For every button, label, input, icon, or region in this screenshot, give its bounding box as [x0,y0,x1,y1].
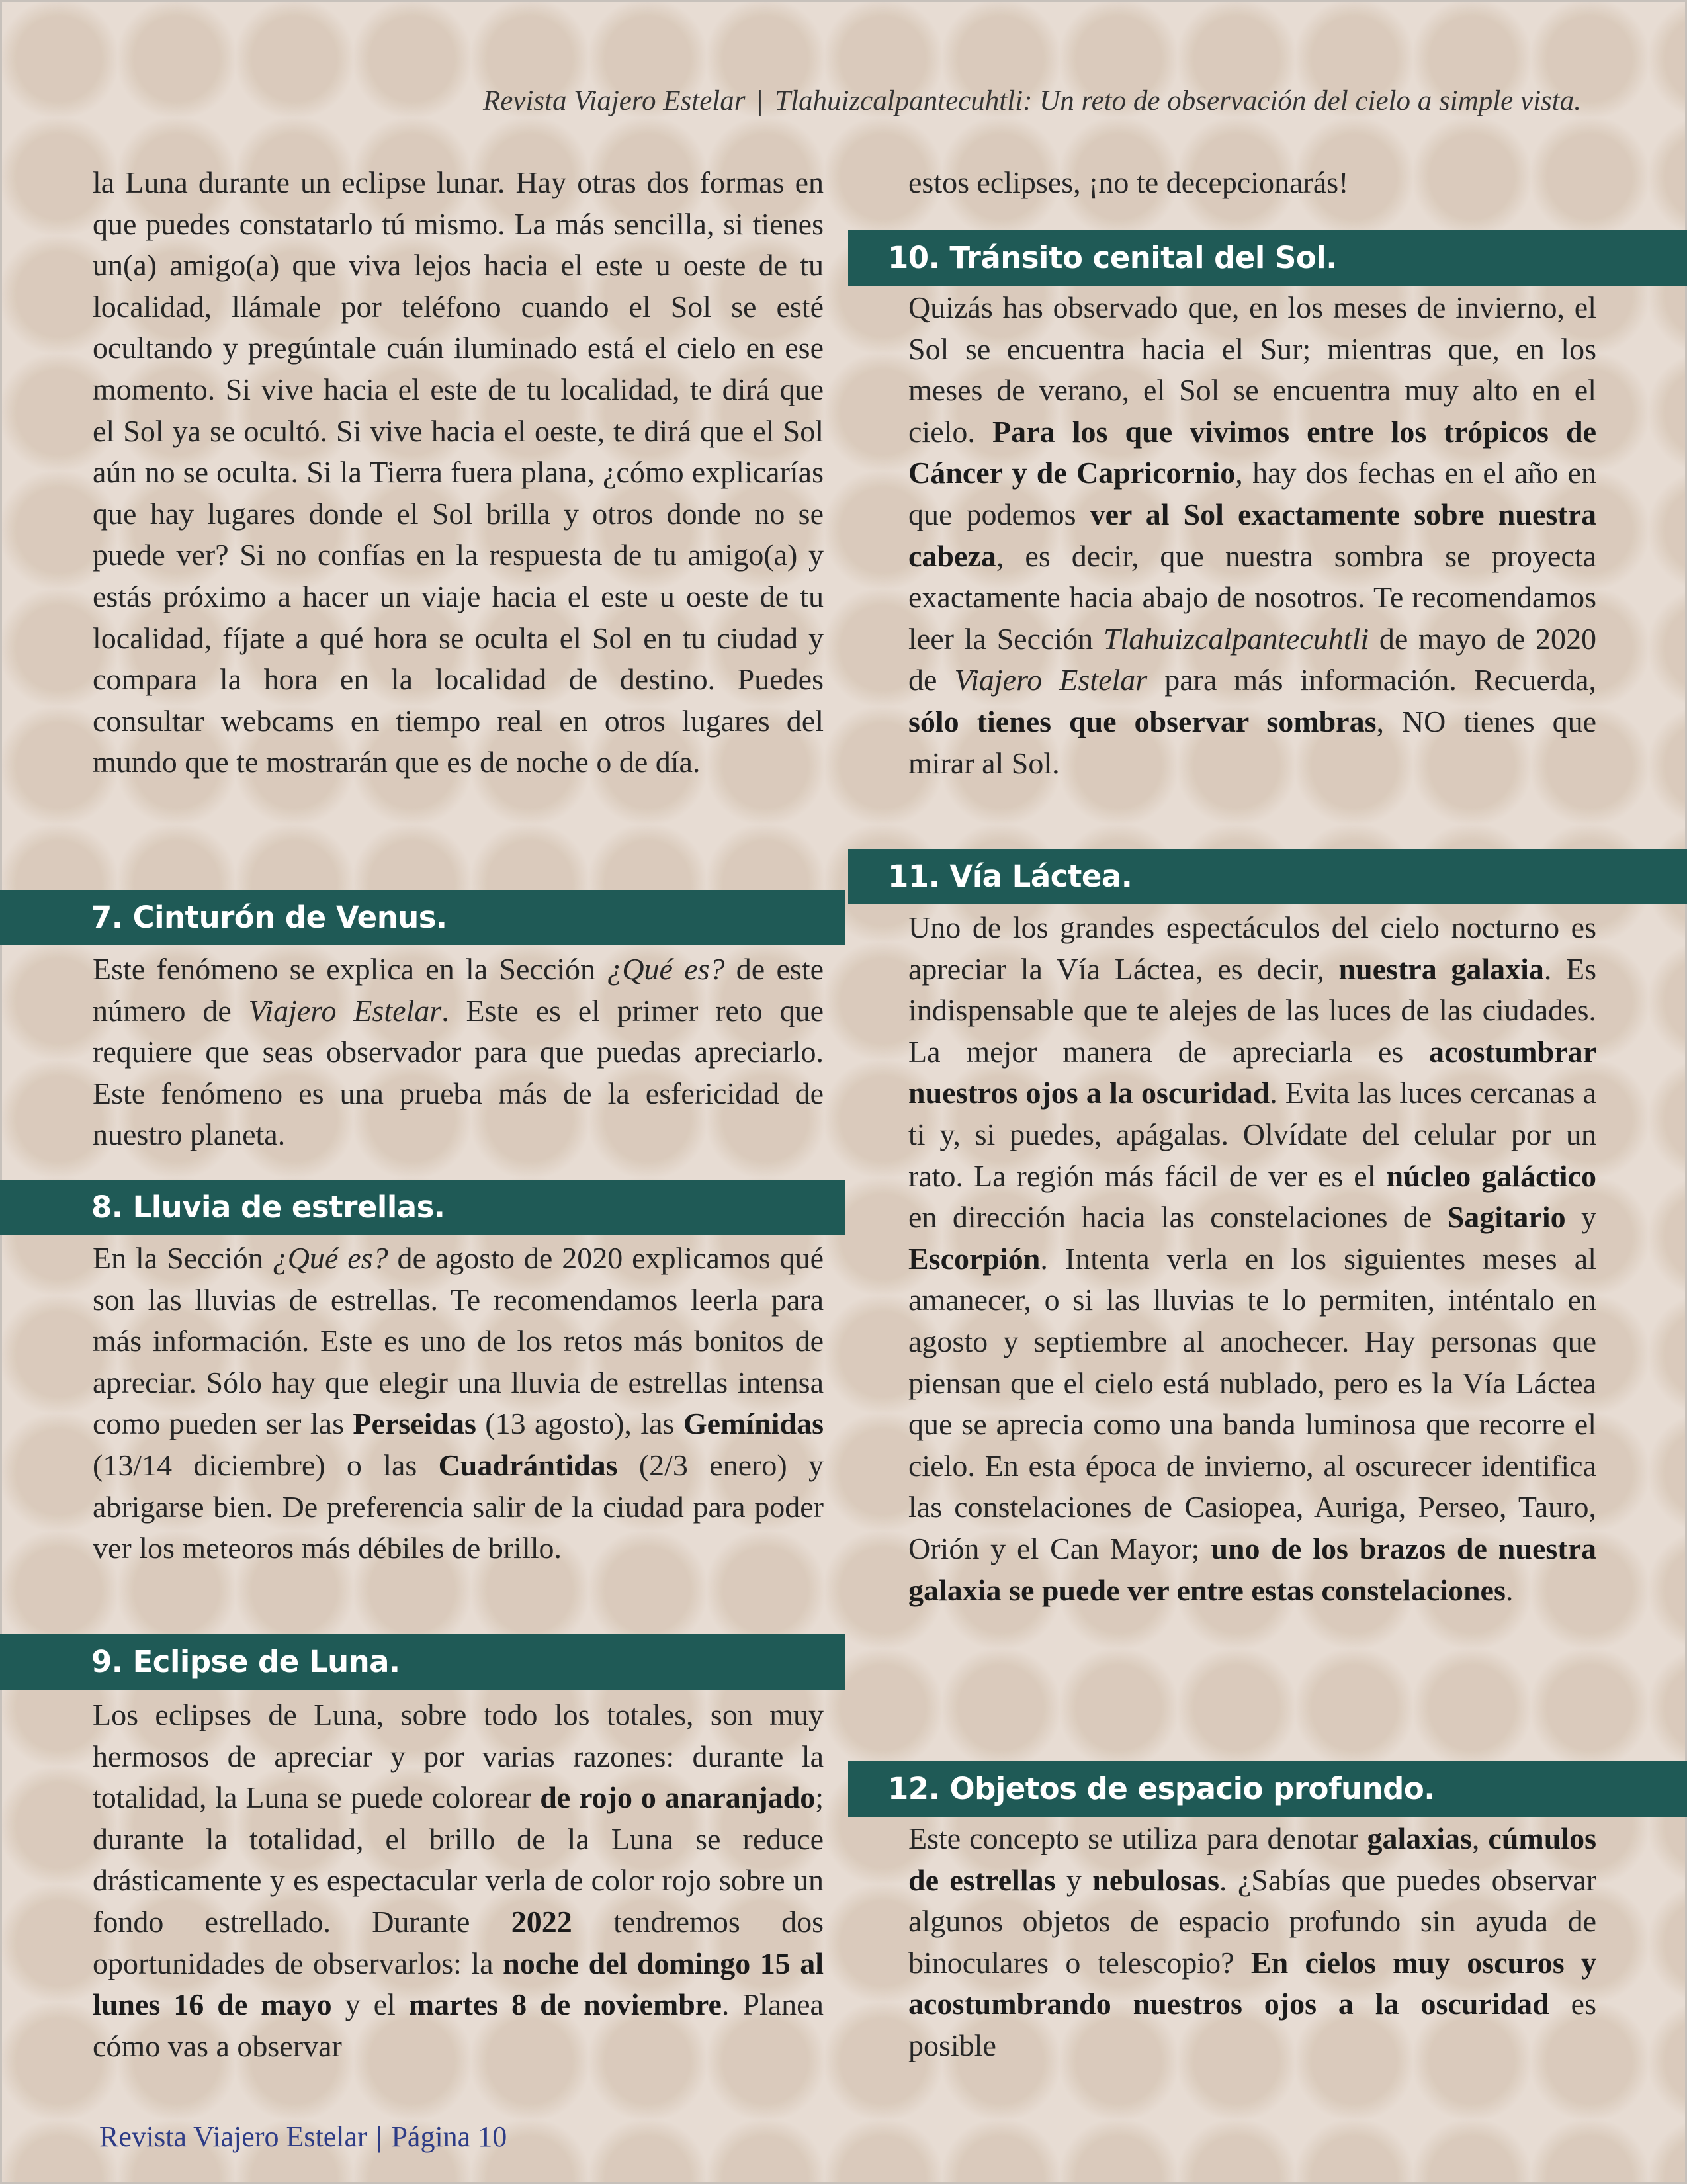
section-9-heading: 9. Eclipse de Luna. [0,1634,845,1690]
header-article-title: Tlahuizcalpantecuhtli: Un reto de observación del cielo a simple vista. [775,85,1581,116]
right-continuation-paragraph: estos eclipses, ¡no te decepcionarás! [908,165,1349,199]
section-11-heading: 11. Vía Láctea. [848,849,1687,904]
header-magazine: Revista Viajero Estelar [482,85,746,116]
footer-separator: | [376,2120,382,2153]
footer-page-number: Página 10 [391,2120,507,2153]
footer-magazine: Revista Viajero Estelar [99,2120,367,2153]
section-12-heading: 12. Objetos de espacio profundo. [848,1761,1687,1817]
section-7-paragraph: Este fenómeno se explica en la Sección ¿Qué es? de este número de Viajero Estelar. Este es el primer reto que requiere que seas observador para que puedas apreciarlo. Este fenómeno es una prueba más de la esfericidad de nuestro planeta. [93,952,824,1152]
left-continuation-paragraph: la Luna durante un eclipse lunar. Hay otras dos formas en que puedes constatarlo tú mismo. La más sencilla, si tienes un(a) amigo(a) que viva lejos hacia el este u oeste de tu localidad, llámale por teléfono cuando el Sol se esté ocultando y pregúntale cuán iluminado está el cielo en ese momento. Si vive hacia el este de tu localidad, te dirá que el Sol ya se ocultó. Si vive hacia el oeste, te dirá que el Sol aún no se oculta. Si la Tierra fuera plana, ¿cómo explicarías que hay lugares donde el Sol brilla y otros donde no se puede ver? Si no confías en la respuesta de tu amigo(a) y estás próximo a hacer un viaje hacia el este u oeste de tu localidad, fíjate a qué hora se oculta el Sol en tu ciudad y compara la hora en la localidad de destino. Puedes consultar webcams en tiempo real en otros lugares del mundo que te mostrarán que es de noche o de día. [93,165,824,779]
section-10-paragraph: Quizás has observado que, en los meses de invierno, el Sol se encuentra hacia el Sur; mientras que, en los meses de verano, el Sol se encuentra muy alto en el cielo. Para los que vivimos entre los trópicos de Cáncer y de Capricornio, hay dos fechas en el año en que podemos ver al Sol exactamente sobre nuestra cabeza, es decir, que nuestra sombra se proyecta exactamente hacia abajo de nosotros. Te recomendamos leer la Sección Tlahuizcalpantecuhtli de mayo de 2020 de Viajero Estelar para más información. Recuerda, sólo tienes que observar sombras, NO tienes que mirar al Sol. [908,290,1597,780]
header-separator: | [757,85,763,116]
section-10-heading: 10. Tránsito cenital del Sol. [848,230,1687,286]
section-8-paragraph: En la Sección ¿Qué es? de agosto de 2020 explicamos qué son las lluvias de estrellas. Te recomendamos leerla para más información. Este es uno de los retos más bonitos de apreciar. Sólo hay que elegir una lluvia de estrellas intensa como pueden ser las Perseidas (13 agosto), las Gemínidas (13/14 diciembre) o las Cuadrántidas (2/3 enero) y abrigarse bien. De preferencia salir de la ciudad para poder ver los meteoros más débiles de brillo. [93,1241,824,1565]
page-footer [99,2120,507,2154]
section-12-paragraph: Este concepto se utiliza para denotar galaxias, cúmulos de estrellas y nebulosas. ¿Sabías que puedes observar algunos objetos de espacio profundo sin ayuda de binoculares o telescopio? En cielos muy oscuros y acostumbrando nuestros ojos a la oscuridad es posible [908,1821,1597,2062]
section-9-paragraph: Los eclipses de Luna, sobre todo los totales, son muy hermosos de apreciar y por varias razones: durante la totalidad, la Luna se puede colorear de rojo o anaranjado; durante la totalidad, el brillo de la Luna se reduce drásticamente y es espectacular verla de color rojo sobre un fondo estrellado. Durante 2022 tendremos dos oportunidades de observarlos: la noche del domingo 15 al lunes 16 de mayo y el martes 8 de noviembre. Planea cómo vas a observar [93,1698,824,2063]
section-11-paragraph: Uno de los grandes espectáculos del cielo nocturno es apreciar la Vía Láctea, es decir, nuestra galaxia. Es indispensable que te alejes de las luces de las ciudades. La mejor manera de apreciarla es acostumbrar nuestros ojos a la oscuridad. Evita las luces cercanas a ti y, si puedes, apágalas. Olvídate del celular por un rato. La región más fácil de ver es el núcleo galáctico en dirección hacia las constelaciones de Sagitario y Escorpión. Intenta verla en los siguientes meses al amanecer, o si las lluvias te lo permiten, inténtalo en agosto y septiembre al anochecer. Hay personas que piensan que el cielo está nublado, pero es la Vía Láctea que se aprecia como una banda luminosa que recorre el cielo. En esta época de invierno, al oscurecer identifica las constelaciones de Casiopea, Auriga, Perseo, Tauro, Orión y el Can Mayor; uno de los brazos de nuestra galaxia se puede ver entre estas constelaciones. [908,910,1597,1607]
section-7-heading: 7. Cinturón de Venus. [0,890,845,945]
section-8-heading: 8. Lluvia de estrellas. [0,1180,845,1235]
